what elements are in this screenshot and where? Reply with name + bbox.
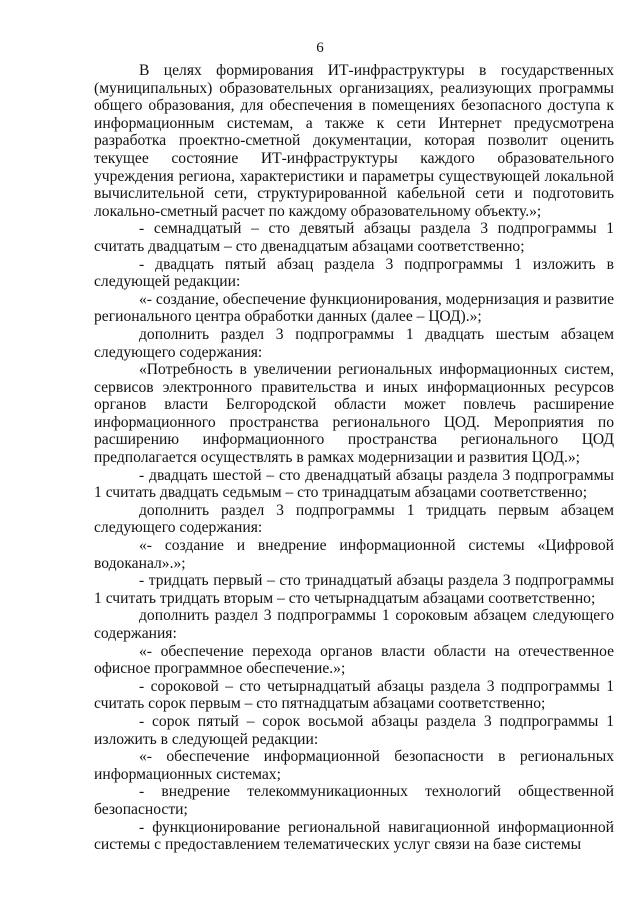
paragraph-10: - тридцать первый – сто тринадцатый абзацы раздела 3 подпрограммы 1 считать тридцать вторым – сто четырнадцатым абзацами соответственно; [94, 572, 614, 607]
paragraph-15: «- обеспечение информационной безопасности в региональных информационных системах; [94, 748, 614, 783]
paragraph-3: - двадцать пятый абзац раздела 3 подпрограммы 1 изложить в следующей редакции: [94, 255, 614, 291]
paragraph-4: «- создание, обеспечение функционирования, модернизация и развитие регионального центра обработки данных (далее – ЦОД).»; [94, 290, 614, 326]
paragraph-6: «Потребность в увеличении региональных информационных систем, сервисов электронного правительства и иных информационных ресурсов органов власти Белгородской области может повлечь расширение информационного пространства регионального ЦОД. Мероприятия по расширению информационного пространства регионального ЦОД предполагается осуществлять в рамках модернизации и развития ЦОД.»; [94, 361, 614, 467]
paragraph-11: дополнить раздел 3 подпрограммы 1 сороковым абзацем следующего содержания: [94, 607, 614, 642]
paragraph-14: - сорок пятый – сорок восьмой абзацы раздела 3 подпрограммы 1 изложить в следующей редакции: [94, 712, 614, 748]
paragraph-8: дополнить раздел 3 подпрограммы 1 тридцать первым абзацем следующего содержания: [94, 501, 614, 537]
document-body [94, 62, 614, 854]
page-number: 6 [316, 40, 324, 56]
paragraph-2: - семнадцатый – сто девятый абзацы раздела 3 подпрограммы 1 считать двадцатым – сто двенадцатым абзацами соответственно; [94, 220, 614, 255]
paragraph-17: - функционирование региональной навигационной информационной системы с предоставлением телематических услуг связи на базе системы [94, 818, 614, 854]
paragraph-1: В целях формирования ИТ-инфраструктуры в государственных (муниципальных) образовательных организациях, реализующих программы общего образования, для обеспечения в помещениях безопасного доступа к информационным системам, а также к сети Интернет предусмотрена разработка проектно-сметной документации, которая позволит оценить текущее состояние ИТ-инфраструктуры каждого образовательного учреждения региона, характеристики и параметры существующей локальной вычислительной сети, структурированной кабельной сети и подготовить локально-сметный расчет по каждому образовательному объекту.»; [94, 62, 614, 220]
paragraph-7: - двадцать шестой – сто двенадцатый абзацы раздела 3 подпрограммы 1 считать двадцать седьмым – сто тринадцатым абзацами соответственно; [94, 466, 614, 502]
paragraph-5: дополнить раздел 3 подпрограммы 1 двадцать шестым абзацем следующего содержания: [94, 325, 614, 361]
paragraph-13: - сороковой – сто четырнадцатый абзацы раздела 3 подпрограммы 1 считать сорок первым – сто пятнадцатым абзацами соответственно; [94, 677, 614, 713]
paragraph-9: «- создание и внедрение информационной системы «Цифровой водоканал».»; [94, 537, 614, 572]
paragraph-16: - внедрение телекоммуникационных технологий общественной безопасности; [94, 783, 614, 818]
paragraph-12: «- обеспечение перехода органов власти области на отечественное офисное программное обеспечение.»; [94, 642, 614, 678]
